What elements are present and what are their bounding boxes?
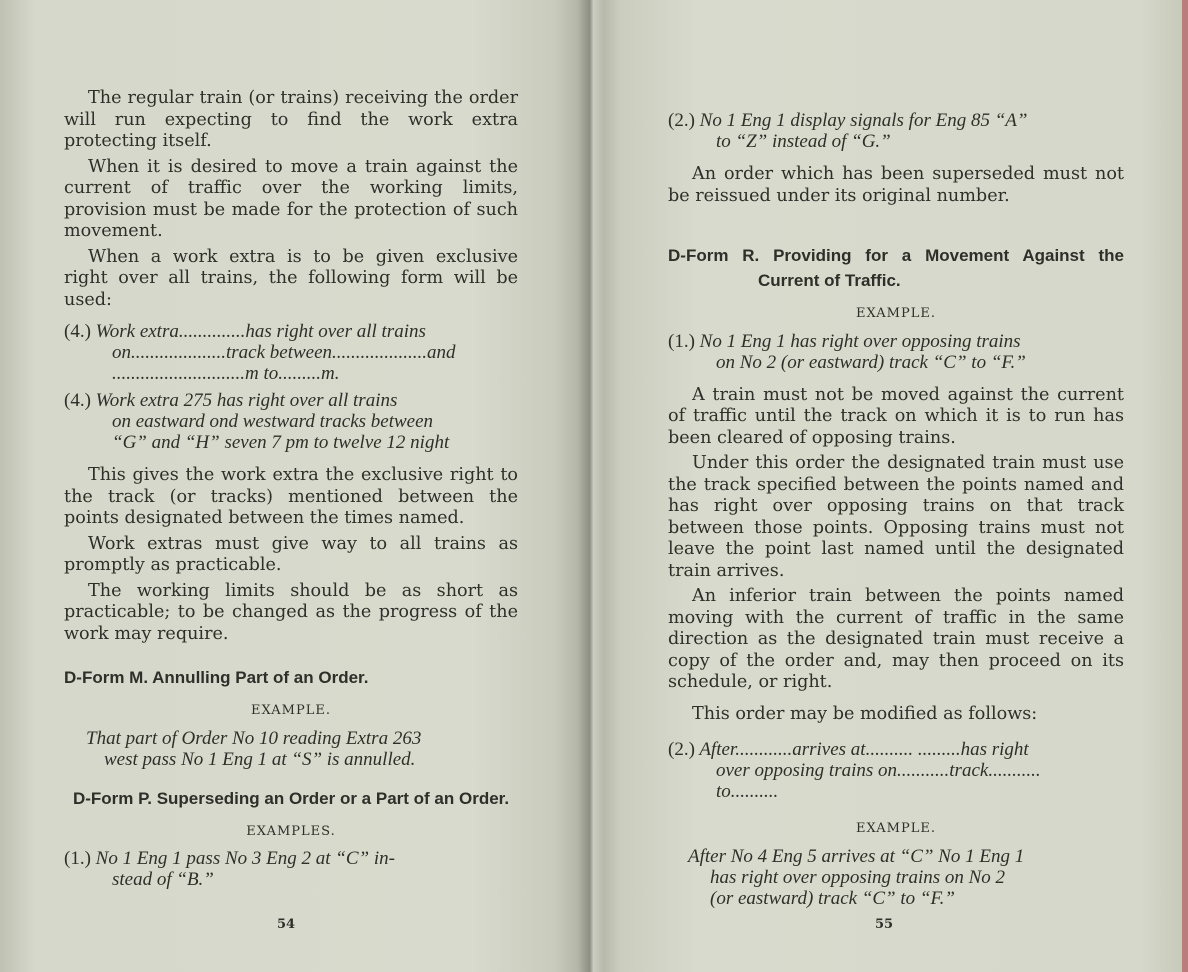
form-line: on eastward ond westward tracks between (112, 411, 434, 432)
example-line: has right over opposing trains on No 2 (710, 866, 1006, 888)
page-number: 55 (875, 917, 894, 932)
form-line: to.......... (716, 781, 779, 802)
form-line: Work extra 275 has right over all trains (95, 390, 398, 411)
page-number: 54 (277, 917, 296, 932)
left-paragraph-2: When it is desired to move a train against the current of traffic over the working limits, provision must be made for the protection of such movement. (64, 156, 518, 241)
right-paragraph-4: An inferior train between the points named moving with the current of traffic in the same direction as the designated train must receive a copy of the order and, may then proceed on its schedule, or right. (668, 586, 1124, 692)
example-line: After No 4 Eng 5 arrives at “C” No 1 Eng 1 (688, 845, 1025, 867)
example-line: west pass No 1 Eng 1 at “S” is annulled. (104, 748, 416, 770)
left-paragraph-5: Work extras must give way to all trains as promptly as practicable. (64, 533, 518, 575)
heading-form-p: D-Form P. Superseding an Order or a Part of an Order. (72, 788, 510, 808)
blank-form-2 (668, 739, 1124, 802)
example-line: on No 2 (or eastward) track “C” to “F.” (716, 351, 1026, 373)
example-line: (or eastward) track “C” to “F.” (710, 887, 955, 909)
example-line: No 1 Eng 1 display signals for Eng 85 “A” (699, 110, 1028, 131)
right-paragraph-2: A train must not be moved against the current of traffic until the track on which it is to run has been cleared of opposing trains. (668, 384, 1124, 448)
example-line: No 1 Eng 1 pass No 3 Eng 2 at “C” in- (95, 848, 395, 869)
left-paragraph-1: The regular train (or trains) receiving the order will run expecting to find the work extra protecting itself. (64, 88, 518, 151)
page-edge (1182, 0, 1188, 972)
form-number: (4.) (64, 390, 91, 411)
form-line: After............arrives at.......... .........has right (699, 739, 1029, 760)
form-number: (4.) (64, 321, 91, 342)
example-line: That part of Order No 10 reading Extra 263 (86, 727, 422, 749)
example-line: stead of “B.” (112, 869, 214, 890)
examples-label: EXAMPLES. (246, 823, 336, 839)
right-paragraph-3: Under this order the designated train must use the track specified between the points named and has right over opposing trains on that track between those points. Opposing trains must not leave the point last named until the designated train arrives. (668, 453, 1124, 581)
blank-form-4 (64, 321, 518, 384)
example-label: EXAMPLE. (856, 306, 936, 321)
example-label: EXAMPLE. (856, 821, 936, 836)
form-line: over opposing trains on...........track........... (716, 760, 1041, 781)
right-page (590, 0, 1188, 972)
form-line: ............................m to.........m. (112, 363, 340, 384)
heading-form-m: D-Form M. Annulling Part of an Order. (64, 668, 369, 687)
example-line: to “Z” instead of “G.” (716, 131, 891, 152)
example-number: (1.) (668, 330, 695, 352)
form-line: Work extra..............has right over all trains (95, 321, 426, 342)
heading-form-r: D-Form R. Providing for a Movement Against the Current of Traffic. (668, 246, 1124, 290)
left-paragraph-4: This gives the work extra the exclusive right to the track (or tracks) mentioned between the points designated between the times named. (64, 465, 518, 528)
example-number: (1.) (64, 848, 91, 869)
right-paragraph-1: An order which has been superseded must not be reissued under its original number. (668, 164, 1124, 206)
form-line: “G” and “H” seven 7 pm to twelve 12 night (112, 432, 450, 453)
form-line: on....................track between....................and (112, 342, 456, 363)
left-paragraph-3: When a work extra is to be given exclusive right over all trains, the following form will be used: (64, 246, 518, 310)
book-gutter (578, 0, 604, 972)
right-paragraph-5: This order may be modified as follows: (692, 703, 1038, 724)
form-number: (2.) (668, 739, 695, 760)
example-label: EXAMPLE. (251, 703, 331, 718)
filled-form-4 (64, 390, 518, 453)
example-line: No 1 Eng 1 has right over opposing trains (699, 330, 1021, 352)
example-number: (2.) (668, 110, 695, 131)
left-page (0, 0, 590, 972)
left-paragraph-6: The working limits should be as short as practicable; to be changed as the progress of the work may require. (64, 580, 518, 644)
